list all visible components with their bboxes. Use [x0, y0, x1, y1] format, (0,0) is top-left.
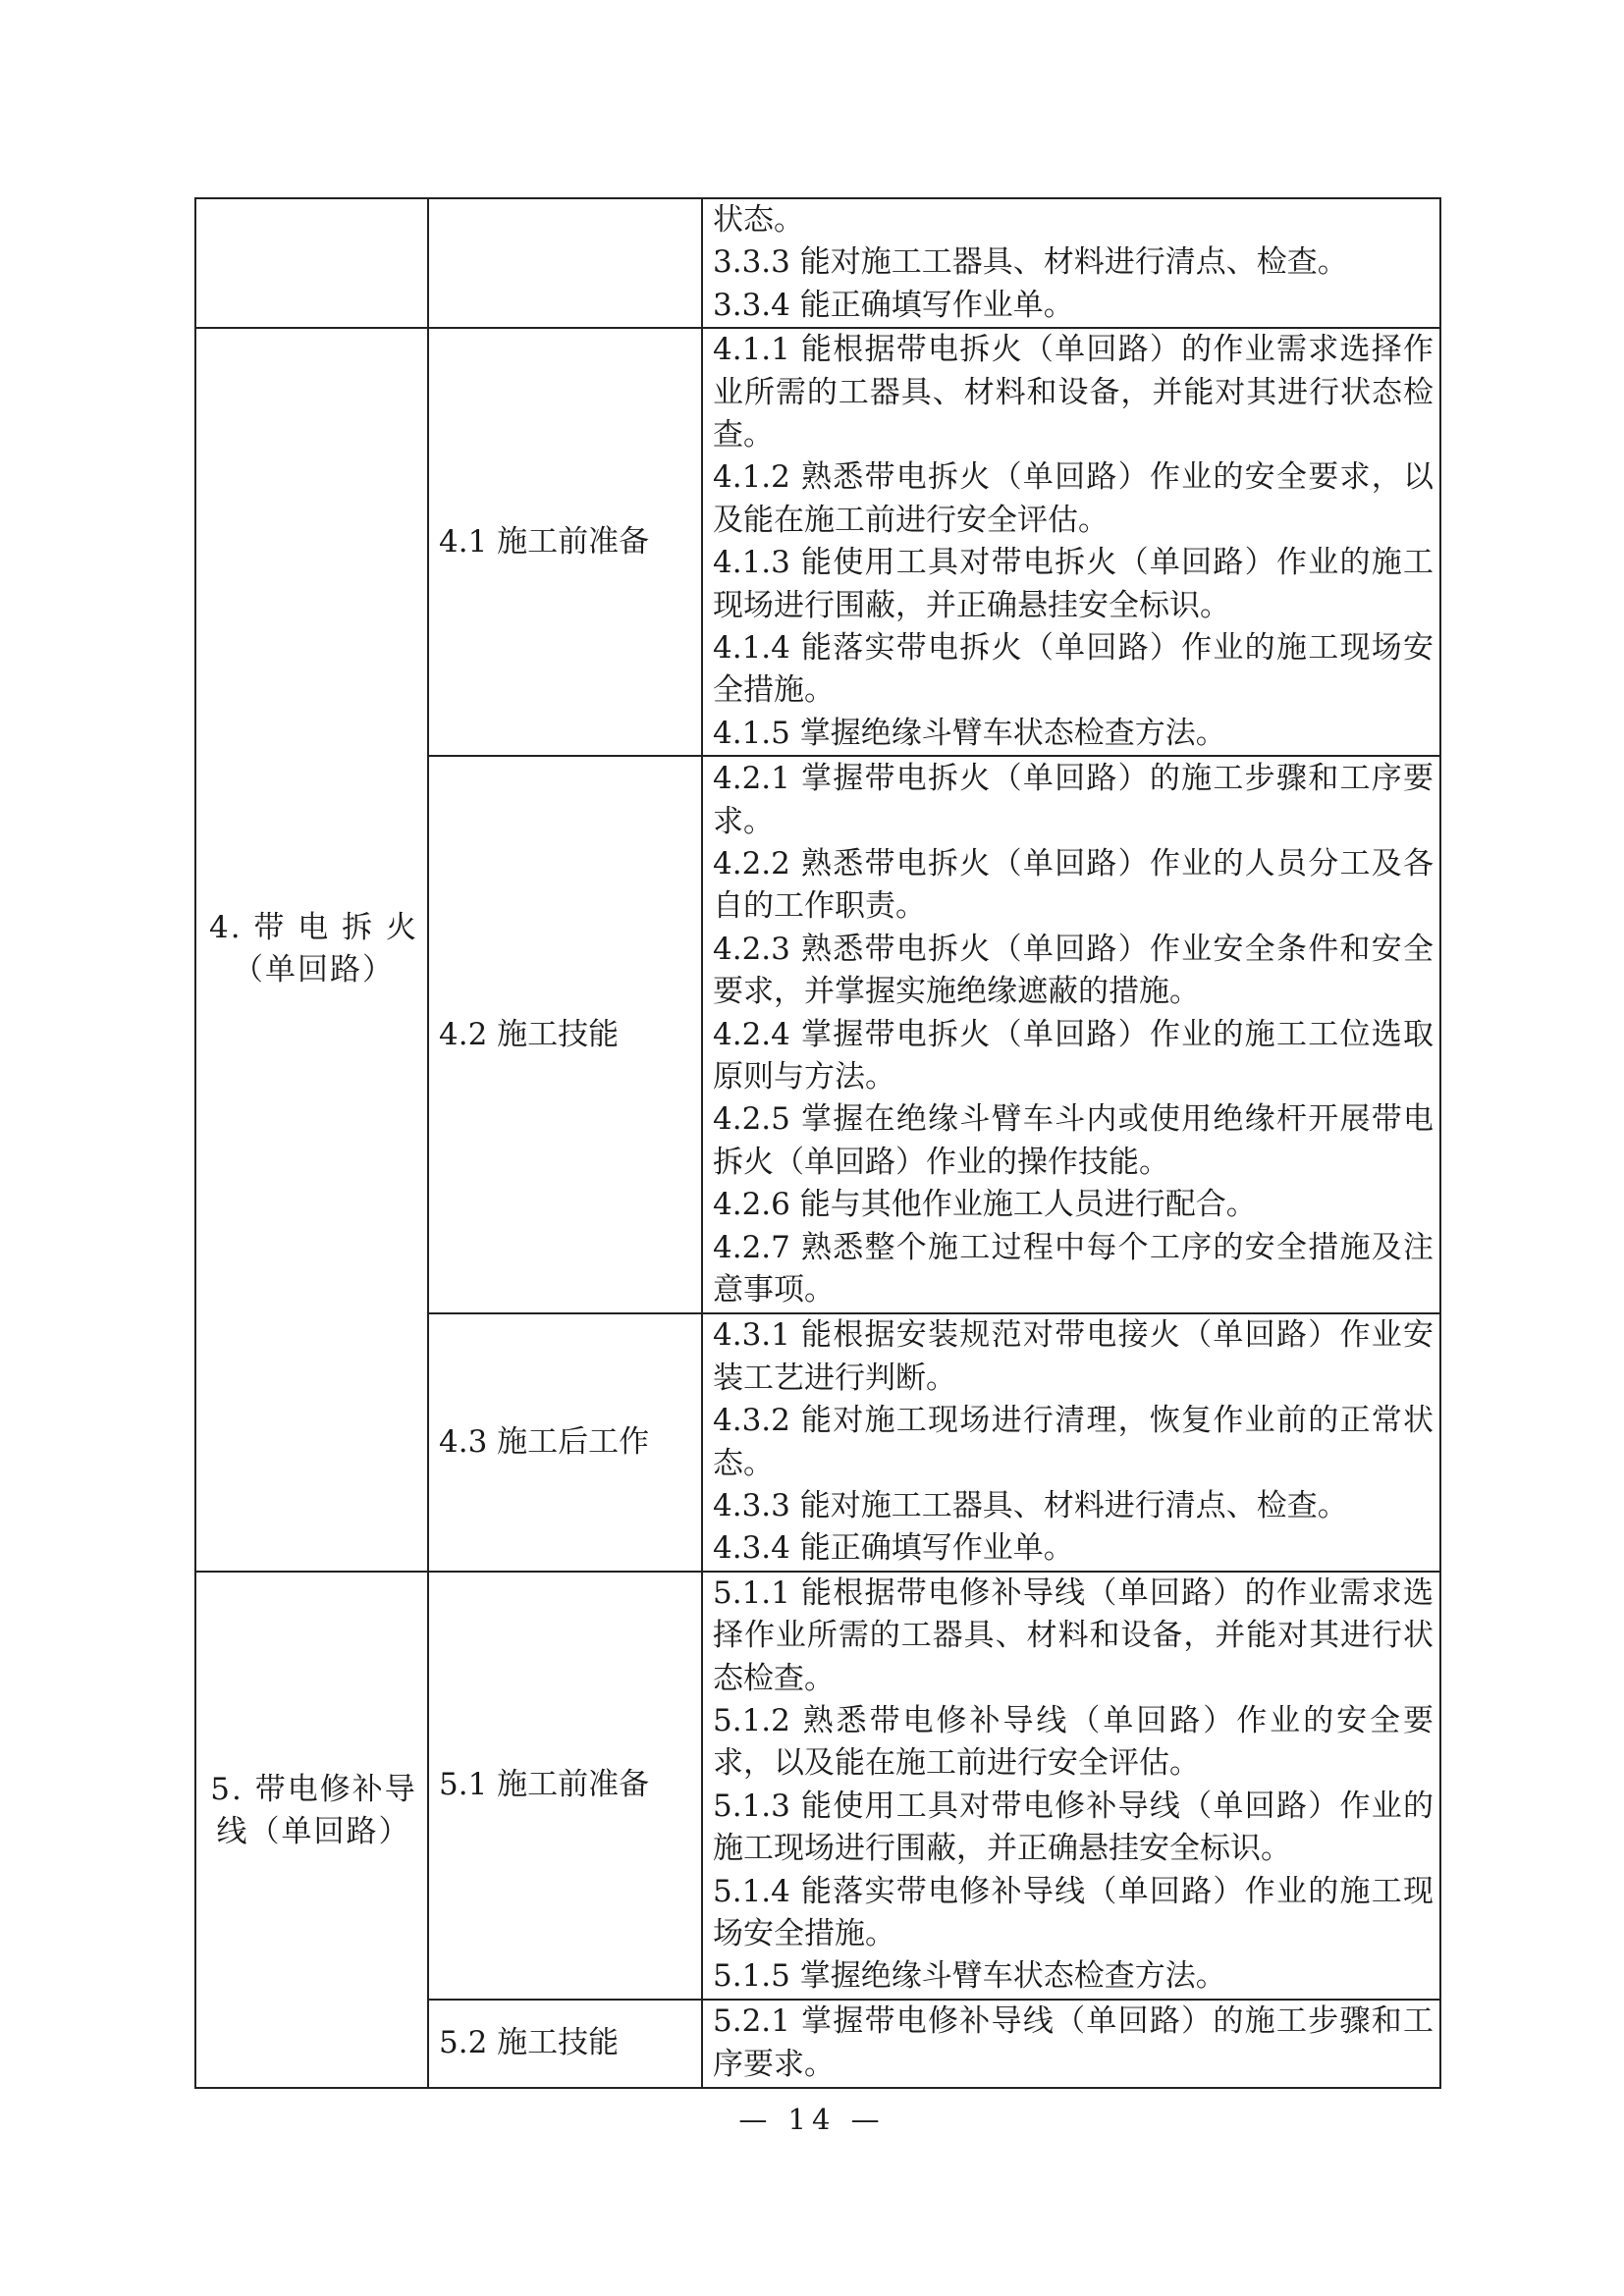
content-item: 3.3.3 能对施工工器具、材料进行清点、检查。 — [713, 244, 1348, 281]
content-cell — [702, 328, 1440, 756]
content-item: 4.2.4 掌握带电拆火（单回路）作业的施工工位选取原则与方法。 — [713, 1016, 1434, 1095]
content-cell — [702, 198, 1440, 328]
content-item: 4.1.5 掌握绝缘斗臂车状态检查方法。 — [713, 715, 1226, 751]
content-item: 状态。 — [713, 202, 804, 238]
content-item: 3.3.4 能正确填写作业单。 — [713, 287, 1074, 323]
page-number: — 14 — — [738, 2103, 886, 2136]
table-row — [195, 198, 1440, 328]
unit-name-cell: 4.2 施工技能 — [428, 756, 702, 1313]
unit-cell-empty — [428, 198, 702, 328]
module-cell-empty — [195, 198, 428, 328]
content-item: 4.3.2 能对施工现场进行清理，恢复作业前的正常状态。 — [713, 1403, 1434, 1481]
content-cell — [702, 1572, 1440, 2000]
content-cell — [702, 756, 1440, 1313]
content-item: 5.1.5 掌握绝缘斗臂车状态检查方法。 — [713, 1958, 1226, 1995]
unit-name-cell: 4.3 施工后工作 — [428, 1313, 702, 1571]
module-title-cell — [195, 328, 428, 1572]
content-item: 5.1.2 熟悉带电修补导线（单回路）作业的安全要求，以及能在施工前进行安全评估。 — [713, 1702, 1434, 1782]
unit-name-cell: 5.2 施工技能 — [428, 2000, 702, 2088]
module-title-line: （单回路） — [233, 952, 395, 988]
content-item: 4.3.1 能根据安装规范对带电接火（单回路）作业安装工艺进行判断。 — [713, 1317, 1434, 1396]
content-item: 4.3.3 能对施工工器具、材料进行清点、检查。 — [713, 1487, 1348, 1523]
content-item: 4.2.7 熟悉整个施工过程中每个工序的安全措施及注意事项。 — [713, 1229, 1434, 1308]
content-item: 5.1.4 能落实带电修补导线（单回路）作业的施工现场安全措施。 — [713, 1873, 1434, 1951]
content-item: 4.1.1 能根据带电拆火（单回路）的作业需求选择作业所需的工器具、材料和设备，并能对其进行状态检查。 — [713, 332, 1434, 454]
content-item: 4.2.5 掌握在绝缘斗臂车斗内或使用绝缘杆开展带电拆火（单回路）作业的操作技能。 — [713, 1101, 1434, 1180]
content-item: 4.1.3 能使用工具对带电拆火（单回路）作业的施工现场进行围蔽，并正确悬挂安全标识。 — [713, 545, 1434, 623]
unit-name-cell: 4.1 施工前准备 — [428, 328, 702, 756]
content-item: 4.2.1 掌握带电拆火（单回路）的施工步骤和工序要求。 — [713, 761, 1434, 839]
content-item: 4.1.4 能落实带电拆火（单回路）作业的施工现场安全措施。 — [713, 630, 1434, 709]
content-item: 4.3.4 能正确填写作业单。 — [713, 1530, 1074, 1567]
content-item: 5.1.3 能使用工具对带电修补导线（单回路）作业的施工现场进行围蔽，并正确悬挂安全标识。 — [713, 1788, 1434, 1867]
content-item: 5.2.1 掌握带电修补导线（单回路）的施工步骤和工序要求。 — [713, 2003, 1434, 2082]
unit-name-cell: 5.1 施工前准备 — [428, 1572, 702, 2000]
module-title-line: 线（单回路） — [216, 1814, 411, 1850]
content-item: 5.1.1 能根据带电修补导线（单回路）的作业需求选择作业所需的工器具、材料和设备，并能对其进行状态检查。 — [713, 1575, 1434, 1696]
table-row — [195, 328, 1440, 756]
content-cell — [702, 2000, 1440, 2088]
content-item: 4.2.2 熟悉带电拆火（单回路）作业的人员分工及各自的工作职责。 — [713, 845, 1434, 925]
content-item: 4.2.3 熟悉带电拆火（单回路）作业安全条件和安全要求，并掌握实施绝缘遮蔽的措施。 — [713, 931, 1434, 1010]
skill-standard-table — [194, 197, 1441, 2089]
module-title-cell — [195, 1572, 428, 2088]
table-row — [195, 1572, 1440, 2000]
content-item: 4.1.2 熟悉带电拆火（单回路）作业的安全要求，以及能在施工前进行安全评估。 — [713, 459, 1434, 538]
content-cell — [702, 1313, 1440, 1571]
module-title-line: 5. 带电修补导 — [210, 1771, 417, 1807]
module-title-line: 4. 带 电 拆 火 — [209, 910, 418, 946]
content-item: 4.2.6 能与其他作业施工人员进行配合。 — [713, 1187, 1257, 1223]
